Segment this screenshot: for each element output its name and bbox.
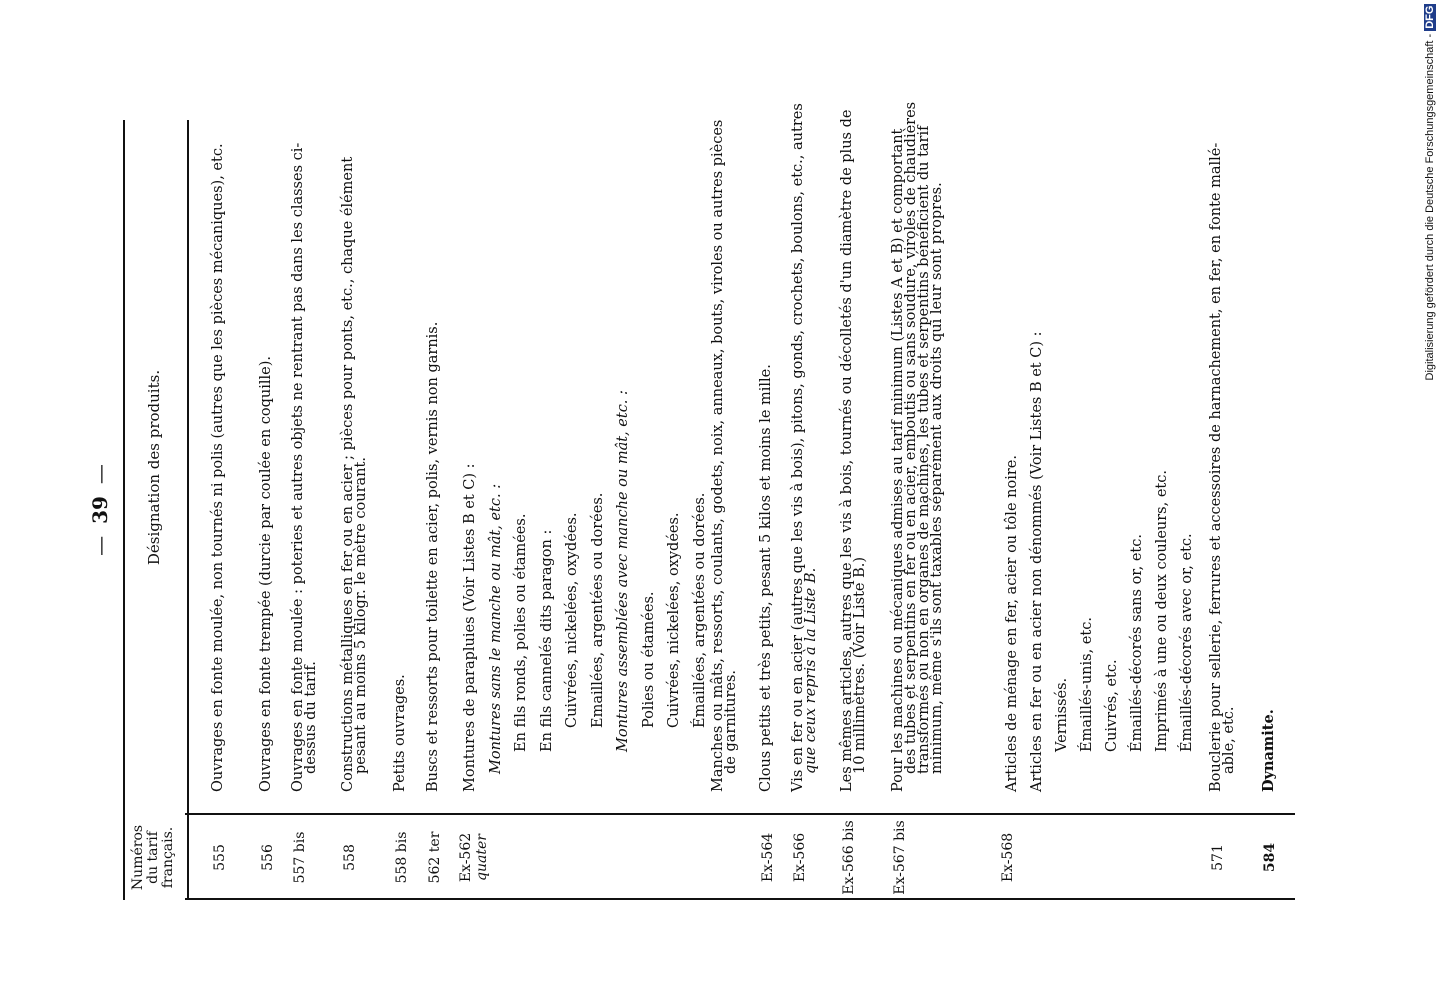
row-designation: Ouvrages en fonte trempée (durcie par coulée en coquille). — [258, 355, 274, 792]
row-designation: Les mêmes articles, autres que les vis à bois, tournés ou décolletés d'un diamètre de plus de 10 millimètres. (Voir Liste B.) — [839, 109, 868, 792]
row-designation: Clous petits et très petits, pesant 5 kilos et moins le mille. — [758, 364, 774, 792]
row-number: 557 bis — [292, 831, 308, 884]
row-designation: Montures de parapluies (Voir Listes B et C) : Montures sans le manche ou mât, etc. : En fils ronds, polies ou étamées. En fils cannelés dits paragon : Cuivrées, nickelées, oxydées. Emaillées, argentées ou dorées. Montures assemblées avec manche ou mât, etc. : Polies ou étamées. Cuivrées, nickelées, oxydées. Émaillées, argentées ou dorées. — [462, 390, 708, 792]
row-number: 562 ter — [427, 831, 443, 884]
header-numbers-line-1: Numéros — [130, 824, 146, 891]
header-designation — [123, 120, 189, 815]
row-designation: Manches ou mâts, ressorts, coulants, godets, noix, anneaux, bouts, viroles ou autres pièces de garnitures. — [710, 119, 739, 792]
page-number-line: —39— — [88, 464, 112, 556]
row-designation: Bouclerie pour sellerie, ferrures et accessoires de harnachement, en fer, en fonte mallé- able, etc. — [1208, 142, 1237, 792]
row-number: 571 — [1210, 844, 1226, 871]
page-number: 39 — [88, 496, 112, 524]
row-number: 558 bis — [394, 831, 410, 884]
row-number: Ex-564 — [760, 832, 776, 883]
row-designation: Ouvrages en fonte moulée : poteries et autres objets ne rentrant pas dans les classes ci- dessus du tarif. — [290, 142, 319, 792]
row-number: 555 — [212, 844, 228, 871]
row-number: 558 — [342, 844, 358, 871]
rotated-page — [88, 101, 1280, 910]
row-number: Ex-567 bis — [892, 820, 908, 895]
row-number: Ex-562 quater — [458, 832, 490, 883]
row-number: Ex-568 — [1000, 832, 1016, 883]
header-designation-text: Désignation des produits. — [145, 369, 163, 566]
row-designation: Petits ouvrages. — [392, 674, 408, 792]
header-numbers-line-3: français. — [160, 826, 176, 889]
table-column-rule — [185, 813, 1295, 815]
row-designation: Buscs et ressorts pour toilette en acier, polis, vernis non garnis. — [425, 321, 441, 792]
header-numbers — [123, 815, 189, 900]
row-number: 584 — [1262, 842, 1278, 873]
digitization-credit — [1418, 0, 1440, 395]
row-designation: Ouvrages en fonte moulée, non tournés ni polis (autres que les pièces mécaniques), etc. — [210, 143, 226, 792]
row-designation: Articles de ménage en fer, acier ou tôle noire. Articles en fer ou en acier non dénommés (Voir Listes B et C) : Vernissés. Émaillés-unis, etc. Cuivrés, etc. Émaillés-décorés sans or, etc. Imprimés à une ou deux couleurs, etc. Émaillés-décorés avec or, etc. — [1004, 331, 1195, 792]
table-left-rule — [185, 898, 1295, 900]
row-designation: Pour les machines ou mécaniques admises au tarif minimum (Listes A et B) et comportant des tubes et serpentins en fer ou en acier, emboutis ou sans soudure, viroles de chaudières transformés ou non en organes de machines, les tubes et serpentins bénéficient du tarif minimum, même s'ils sont taxables séparément aux droits qui leur sont propres. — [890, 101, 945, 792]
row-number: Ex-566 bis — [841, 820, 857, 895]
credit-text: Digitalisierung gefördert durch die Deutsche Forschungsgemeinschaft - — [1424, 33, 1436, 381]
row-designation: Dynamite. — [1260, 709, 1277, 792]
header-numbers-line-2: du tarif — [145, 831, 161, 884]
row-number: 556 — [260, 844, 276, 871]
dfg-logo: DFG — [1424, 5, 1436, 29]
row-designation: Vis en fer ou en acier (autres que les vis à bois), pitons, gonds, crochets, boulons, etc., autres que ceux repris à la Liste B. — [790, 103, 819, 792]
row-number: Ex-566 — [792, 832, 808, 883]
row-designation: Constructions métalliques en fer ou en acier ; pièces pour ponts, etc., chaque élément pesant au moins 5 kilogr. le mètre courant. — [340, 156, 369, 792]
